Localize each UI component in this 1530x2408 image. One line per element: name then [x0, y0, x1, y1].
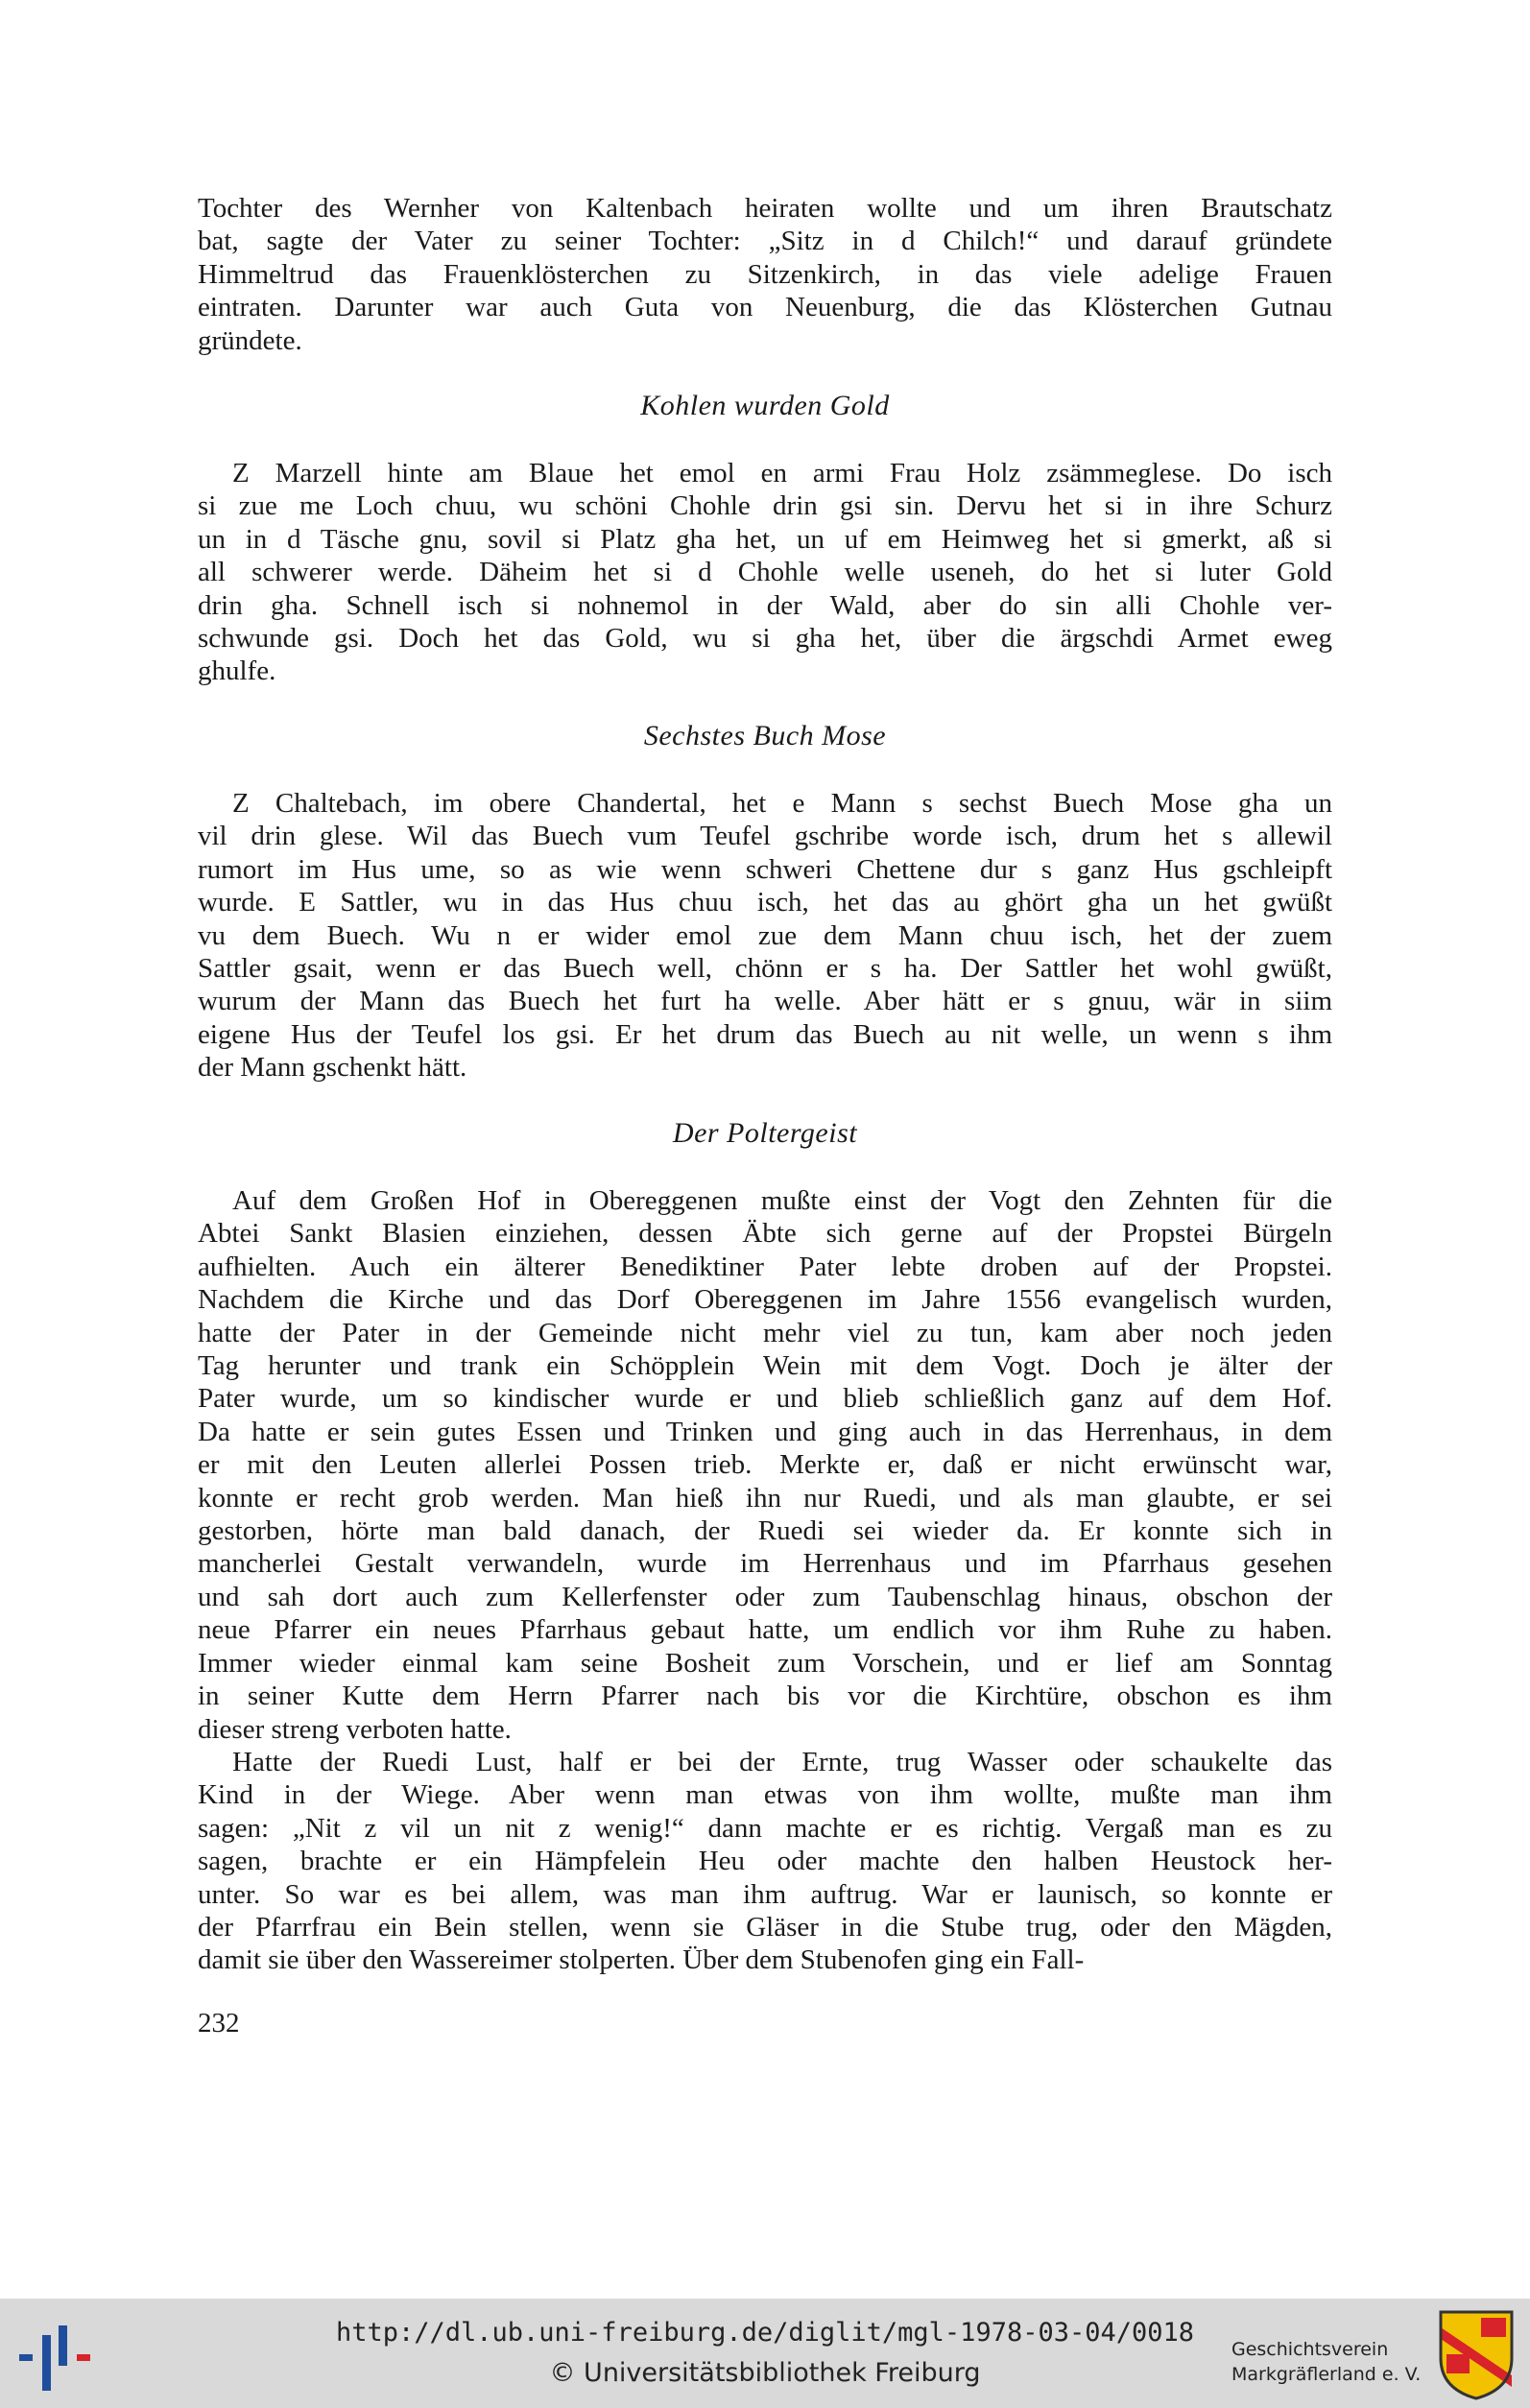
intro-paragraph: [198, 192, 1332, 357]
section-heading-sechstes-buch: Sechstes Buch Mose: [643, 720, 887, 751]
text-line: unter. So war es bei allem, was man ihm auftrug. War er launisch, so konnte er: [198, 1878, 1332, 1910]
text-line: neue Pfarrer ein neues Pfarrhaus gebaut hatte, um endlich vor ihm Ruhe zu haben.: [198, 1614, 1332, 1646]
text-line: Nachdem die Kirche und das Dorf Obereggenen im Jahre 1556 evangelisch wurden,: [198, 1284, 1332, 1316]
paragraph-text: [198, 787, 1332, 1085]
text-line: der Pfarrfrau ein Bein stellen, wenn sie Gläser in die Stube trug, oder den Mägden,: [198, 1911, 1332, 1943]
text-line: eintraten. Darunter war auch Guta von Neuenburg, die das Klösterchen Gutnau: [198, 292, 1332, 323]
text-line: und sah dort auch zum Kellerfenster oder zum Taubenschlag hinaus, obschon der: [198, 1581, 1332, 1612]
section-body-poltergeist: [198, 1184, 1332, 1977]
publisher-line-2: Markgräflerland e. V.: [1231, 2364, 1422, 2385]
text-line: Da hatte er sein gutes Essen und Trinken und ging auch in das Herrenhaus, in dem: [198, 1416, 1332, 1447]
text-line: Abtei Sankt Blasien einziehen, dessen Äbte sich gerne auf der Propstei Bürgeln: [198, 1218, 1332, 1250]
text-line: bat, sagte der Vater zu seiner Tochter: „Sitz in d Chilch!“ und darauf gründete: [198, 226, 1332, 257]
copyright-text: © Universitätsbibliothek Freiburg: [549, 2358, 981, 2388]
text-line: Himmeltrud das Frauenklösterchen zu Sitzenkirch, in das viele adelige Frauen: [198, 258, 1332, 290]
text-line: rumort im Hus ume, so as wie wenn schweri Chettene dur s ganz Hus gschleipft: [198, 853, 1332, 885]
text-line: schwunde gsi. Doch het das Gold, wu si gha het, über die ärgschdi Armet eweg: [198, 623, 1332, 655]
text-line: Z Marzell hinte am Blaue het emol en armi Frau Holz zsämmeglese. Do isch: [232, 458, 1332, 489]
coat-of-arms-icon: [1437, 2308, 1516, 2400]
text-line: gestorben, hörte man bald danach, der Ruedi sei wieder da. Er konnte sich in: [198, 1515, 1332, 1547]
text-line: si zue me Loch chuu, wu schöni Chohle drin gsi sin. Dervu het si in ihre Schurz: [198, 490, 1332, 522]
text-line: konnte er recht grob werden. Man hieß ihn nur Ruedi, und als man glaubte, er sei: [198, 1482, 1332, 1514]
text-line: Pater wurde, um so kindischer wurde er und blieb schließlich ganz auf dem Hof.: [198, 1383, 1332, 1415]
paragraph-text: [198, 1746, 1332, 1977]
text-line: aufhielten. Auch ein älterer Benediktiner Pater lebte droben auf der Propstei.: [198, 1251, 1332, 1282]
text-line: damit sie über den Wassereimer stolperten. Über dem Stubenofen ging ein Fall-: [198, 1944, 1085, 1976]
text-line: vu dem Buech. Wu n er wider emol zue dem Mann chuu isch, het der zuem: [198, 919, 1332, 951]
text-line: wurde. E Sattler, wu in das Hus chuu isch, het das au ghört gha un het gwüßt: [198, 887, 1332, 918]
text-line: all schwerer werde. Däheim het si d Chohle welle useneh, do het si luter Gold: [198, 557, 1332, 588]
text-line: sagen, brachte er ein Hämpfelein Heu oder machte den halben Heustock her-: [198, 1846, 1332, 1877]
section-heading-poltergeist: Der Poltergeist: [672, 1117, 858, 1149]
text-line: er mit den Leuten allerlei Possen trieb. Merkte er, daß er nicht erwünscht war,: [198, 1449, 1332, 1481]
section-body-kohlen: [198, 457, 1332, 688]
text-line: dieser streng verboten hatte.: [198, 1713, 512, 1745]
text-line: in seiner Kutte dem Herrn Pfarrer nach bis vor die Kirchtüre, obschon es ihm: [198, 1681, 1332, 1712]
text-line: gründete.: [198, 324, 302, 356]
text-line: eigene Hus der Teufel los gsi. Er het drum das Buech au nit welle, un wenn s ihm: [198, 1018, 1332, 1050]
footer-bar: [0, 2299, 1530, 2408]
text-line: drin gha. Schnell isch si nohnemol in der Wald, aber do sin alli Chohle ver-: [198, 589, 1332, 621]
text-line: Sattler gsait, wenn er das Buech well, chönn er s ha. Der Sattler het wohl gwüßt,: [198, 953, 1332, 985]
section-heading-kohlen: Kohlen wurden Gold: [640, 390, 890, 421]
page-number: 232: [198, 2008, 240, 2038]
text-line: Immer wieder einmal kam seine Bosheit zum Vorschein, und er lief am Sonntag: [198, 1647, 1332, 1679]
text-line: Hatte der Ruedi Lust, half er bei der Ernte, trug Wasser oder schaukelte das: [232, 1746, 1332, 1777]
text-line: Kind in der Wiege. Aber wenn man etwas von ihm wollte, mußte man ihm: [198, 1779, 1332, 1811]
publisher-name: [1231, 2337, 1421, 2387]
text-line: hatte der Pater in der Gemeinde nicht mehr viel zu tun, kam aber noch jeden: [198, 1317, 1332, 1348]
text-line: Z Chaltebach, im obere Chandertal, het e Mann s sechst Buech Mose gha un: [232, 788, 1332, 819]
paragraph-text: [198, 1184, 1332, 1746]
text-line: der Mann gschenkt hätt.: [198, 1052, 467, 1084]
text-line: Auf dem Großen Hof in Obereggenen mußte einst der Vogt den Zehnten für die: [232, 1185, 1332, 1216]
section-body-sechstes-buch: [198, 787, 1332, 1085]
paragraph-text: [198, 192, 1332, 357]
text-line: un in d Täsche gnu, sovil si Platz gha het, un uf em Heimweg het si gmerkt, aß si: [198, 523, 1332, 555]
text-line: Tag herunter und trank ein Schöpplein Wein mit dem Vogt. Doch je älter der: [198, 1350, 1332, 1382]
publisher-line-1: Geschichtsverein: [1231, 2339, 1389, 2360]
document-url-link[interactable]: http://dl.ub.uni-freiburg.de/diglit/mgl-1978-03-04/0018: [335, 2318, 1195, 2348]
text-line: wurum der Mann das Buech het furt ha welle. Aber hätt er s gnuu, wär in siim: [198, 986, 1332, 1017]
text-line: vil drin glese. Wil das Buech vum Teufel gschribe worde isch, drum het s allewil: [198, 821, 1332, 852]
text-line: ghulfe.: [198, 656, 276, 687]
text-line: mancherlei Gestalt verwandeln, wurde im Herrenhaus und im Pfarrhaus gesehen: [198, 1548, 1332, 1580]
paragraph-text: [198, 457, 1332, 688]
text-line: sagen: „Nit z vil un nit z wenig!“ dann machte er es richtig. Vergaß man es zu: [198, 1812, 1332, 1844]
text-line: Tochter des Wernher von Kaltenbach heiraten wollte und um ihren Brautschatz: [198, 193, 1332, 224]
